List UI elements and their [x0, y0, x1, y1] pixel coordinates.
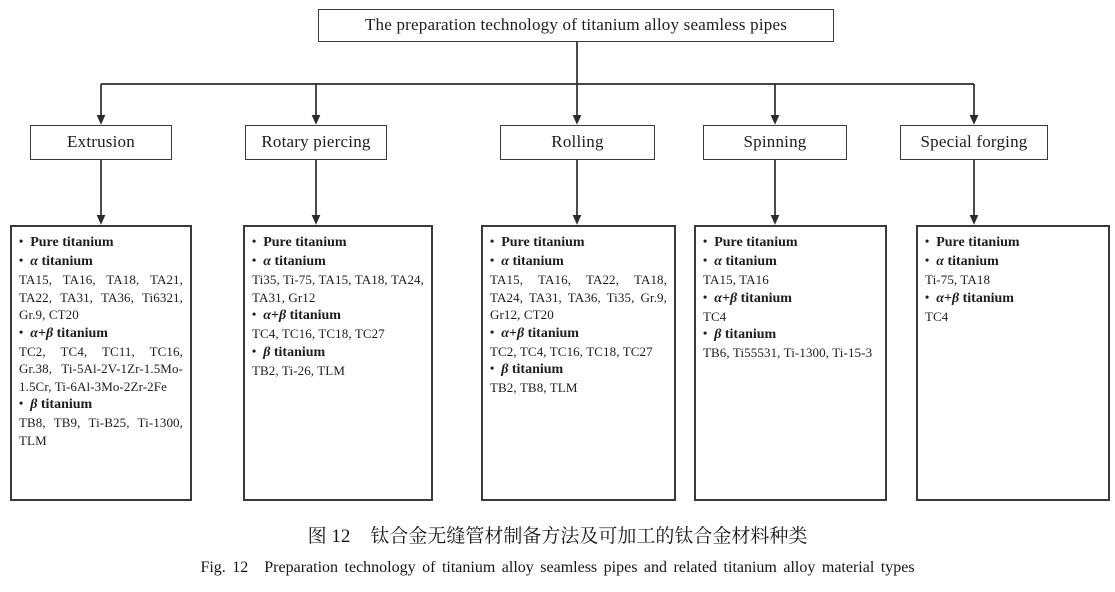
section-header — [19, 233, 183, 252]
alloys-spinning — [694, 225, 887, 501]
alloy-list: TB2, TB8, TLM — [490, 380, 578, 395]
bullet-icon: • — [925, 253, 930, 267]
section-title: β titanium — [714, 327, 777, 342]
bullet-icon: • — [19, 324, 24, 339]
section-header — [252, 233, 424, 252]
section-title: Pure titanium — [263, 235, 347, 250]
section-header — [703, 325, 878, 344]
section-title: α titanium — [263, 254, 326, 269]
section-title: β titanium — [263, 344, 326, 360]
bullet-icon: • — [252, 253, 257, 267]
bullet-icon: • — [703, 326, 708, 340]
alloys-rolling — [481, 225, 676, 501]
section-header — [19, 252, 183, 271]
section-header — [252, 343, 424, 362]
alloy-list: TC4 — [925, 308, 949, 324]
bullet-icon: • — [490, 361, 495, 375]
section-title: α+β titanium — [501, 325, 579, 341]
section-title: Pure titanium — [936, 235, 1020, 250]
bullet-icon: • — [925, 289, 930, 304]
bullet-icon: • — [490, 234, 495, 248]
section-header — [490, 324, 667, 343]
section-title: α titanium — [936, 254, 999, 269]
alloy-list: Ti-75, TA18 — [925, 272, 991, 287]
section-header — [925, 233, 1101, 252]
section-title: β titanium — [30, 397, 93, 412]
bullet-icon: • — [19, 396, 24, 410]
section-title: α titanium — [714, 254, 777, 269]
alloys-rotary-piercing — [243, 225, 433, 501]
node-extrusion: Extrusion — [30, 125, 172, 160]
section-title: α titanium — [501, 254, 564, 269]
alloy-list: TC2, TC4, TC16, TC18, TC27 — [490, 343, 653, 359]
alloy-list: TA15, TA16, TA22, TA18, TA24, TA31, TA36, Ti35, Gr.9, Gr12, CT20 — [490, 272, 667, 322]
section-header — [490, 233, 667, 252]
node-root: The preparation technology of titanium alloy seamless pipes — [318, 9, 834, 42]
caption-zh — [0, 521, 1115, 548]
section-header — [703, 289, 878, 308]
alloy-list: TA15, TA16, TA18, TA21, TA22, TA31, TA36, Ti6321, Gr.9, CT20 — [19, 272, 183, 322]
section-header — [252, 252, 424, 271]
section-title: α+β titanium — [263, 308, 341, 323]
node-spinning: Spinning — [703, 125, 847, 160]
section-title: α+β titanium — [30, 325, 108, 341]
alloy-list: Ti35, Ti-75, TA15, TA18, TA24, TA31, Gr12 — [252, 272, 424, 305]
bullet-icon: • — [19, 234, 24, 248]
section-title: Pure titanium — [501, 235, 585, 250]
caption-zh-label: 图 12 — [307, 526, 351, 547]
alloy-list: TB8, TB9, Ti-B25, Ti-1300, TLM — [19, 415, 183, 448]
section-title: α+β titanium — [714, 290, 792, 306]
node-rotary-piercing: Rotary piercing — [245, 125, 387, 160]
bullet-icon: • — [490, 253, 495, 267]
section-header — [19, 395, 183, 414]
bullet-icon: • — [703, 289, 708, 304]
section-header — [925, 289, 1101, 308]
alloy-list: TC4 — [703, 308, 727, 324]
section-header — [252, 306, 424, 325]
node-rolling: Rolling — [500, 125, 655, 160]
alloy-list: TA15, TA16 — [703, 272, 769, 287]
alloys-special-forging — [916, 225, 1110, 501]
bullet-icon: • — [252, 234, 257, 248]
section-title: α+β titanium — [936, 290, 1014, 306]
caption-en-text: Preparation technology of titanium alloy seamless pipes and related titanium alloy material types — [264, 559, 915, 576]
caption-zh-text: 钛合金无缝管材制备方法及可加工的钛合金材料种类 — [370, 526, 808, 547]
section-header — [19, 324, 183, 343]
bullet-icon: • — [703, 234, 708, 248]
section-title: Pure titanium — [714, 235, 798, 250]
alloys-extrusion — [10, 225, 192, 501]
alloy-list: TB2, Ti-26, TLM — [252, 362, 346, 378]
section-header — [703, 233, 878, 252]
section-title: Pure titanium — [30, 235, 114, 250]
section-header — [490, 360, 667, 379]
bullet-icon: • — [925, 234, 930, 248]
alloy-list: TC4, TC16, TC18, TC27 — [252, 326, 385, 341]
bullet-icon: • — [252, 307, 257, 321]
section-title: α titanium — [30, 254, 93, 269]
caption-en-label: Fig. 12 — [200, 559, 249, 576]
caption-en — [0, 559, 1115, 577]
node-special-forging: Special forging — [900, 125, 1048, 160]
section-header — [925, 252, 1101, 271]
section-header — [703, 252, 878, 271]
bullet-icon: • — [703, 253, 708, 267]
alloy-list: TB6, Ti55531, Ti-1300, Ti-15-3 — [703, 345, 873, 360]
section-header — [490, 252, 667, 271]
bullet-icon: • — [490, 324, 495, 339]
section-title: β titanium — [501, 362, 564, 377]
bullet-icon: • — [19, 253, 24, 267]
alloy-list: TC2, TC4, TC11, TC16, Gr.38, Ti-5Al-2V-1Zr-1.5Mo-1.5Cr, Ti-6Al-3Mo-2Zr-2Fe — [19, 343, 183, 394]
bullet-icon: • — [252, 343, 257, 358]
